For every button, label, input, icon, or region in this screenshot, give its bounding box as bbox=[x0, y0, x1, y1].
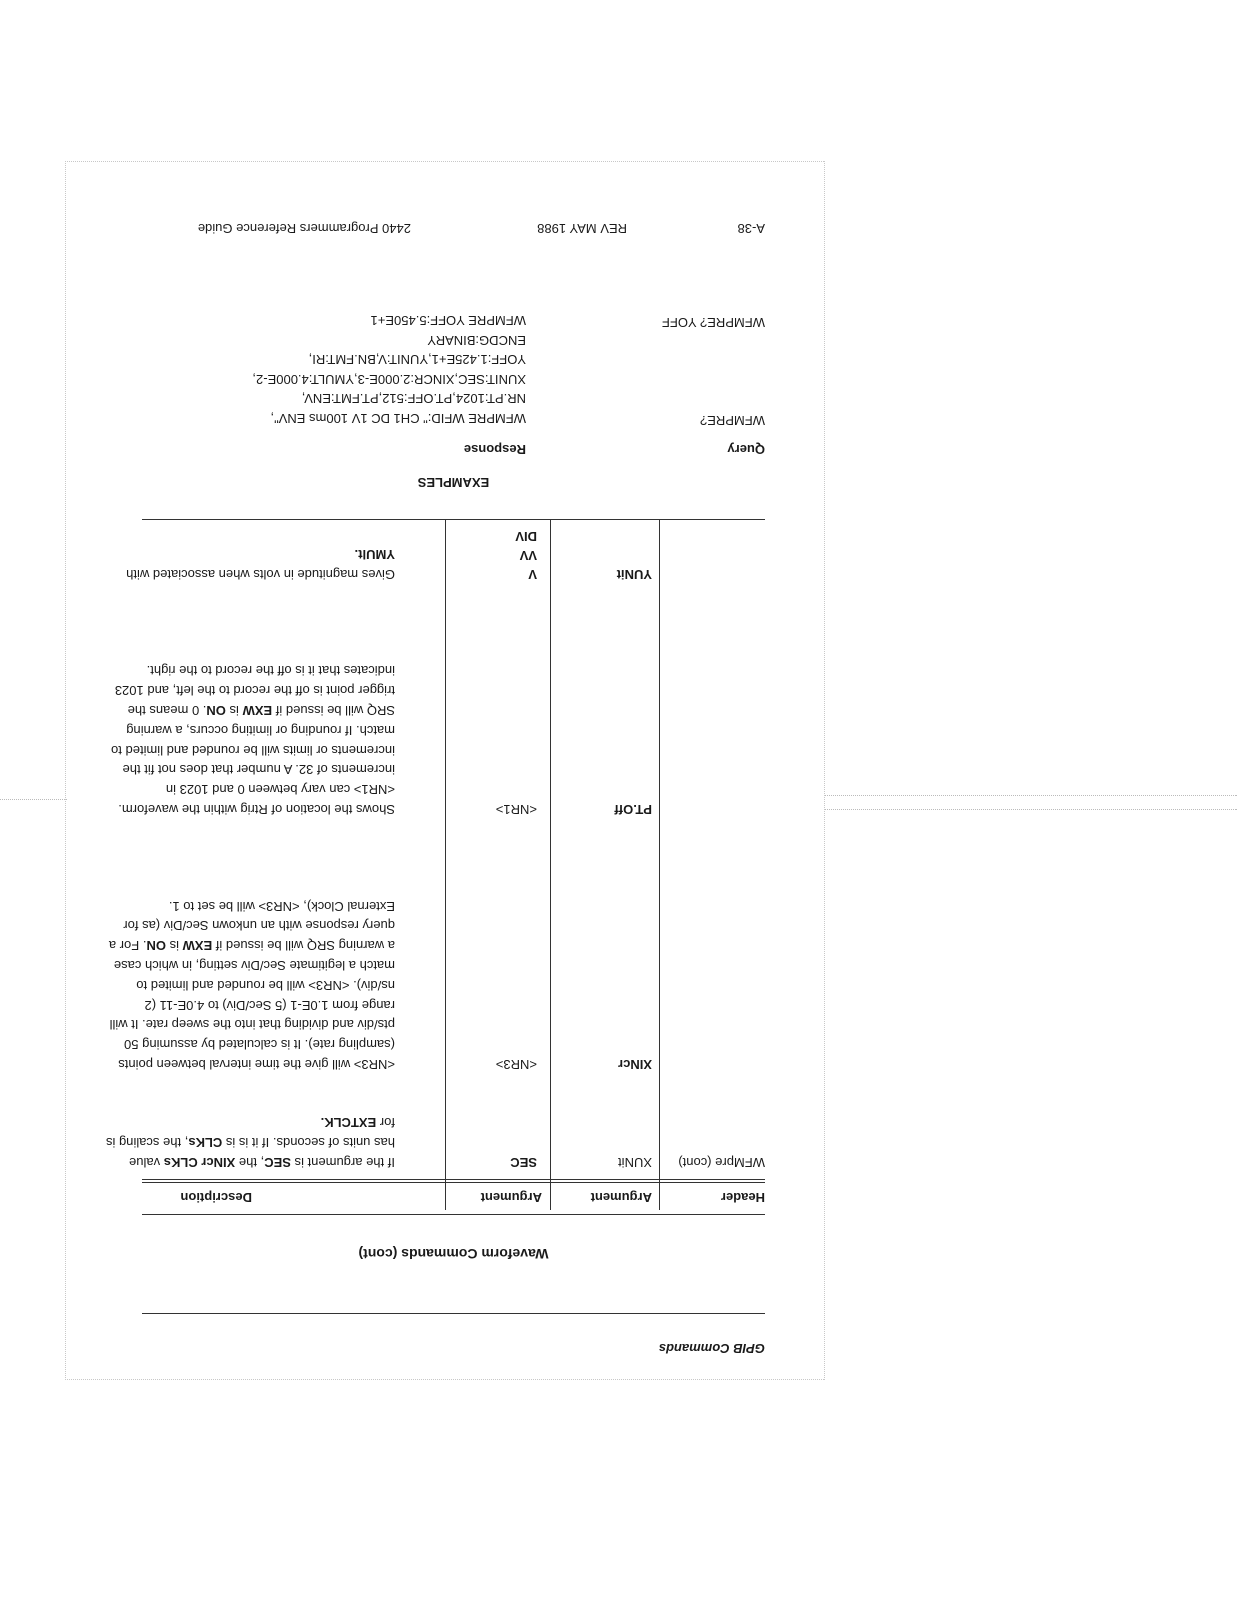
description-keyword: XINcr bbox=[201, 1155, 236, 1170]
column-divider bbox=[659, 520, 660, 1210]
footer-guide-title: 2440 Programmers Reference Guide bbox=[197, 221, 411, 236]
header-bottom-rule-double bbox=[142, 1179, 765, 1180]
description-keyword: SEC bbox=[264, 1155, 291, 1170]
description-text: Gives magnitude in volts when associated with bbox=[126, 567, 395, 582]
example-response bbox=[371, 310, 526, 330]
header-cell: WFMpre (cont) bbox=[678, 1155, 765, 1170]
scan-mark bbox=[825, 809, 1237, 810]
footer-revision-date: REV MAY 1988 bbox=[537, 221, 627, 236]
description-keyword: CLKs bbox=[188, 1135, 223, 1151]
description-keyword: ON bbox=[206, 703, 226, 719]
description-keyword: CLKs bbox=[163, 1155, 198, 1170]
description-text: <NR3> will give the time interval between points (sampling rate). It is calculated by assuming 50 pts/div and dividing that into the sweep rate. It will range from 1.0E-1 (5 Sec/Div) to 4.0E-11 (2 ns/div). <NR3> will be rounded and limited to match a legitimate Sec/Div setting, in which case a warning SRQ will be issued if bbox=[109, 938, 395, 1072]
description-keyword: ON bbox=[146, 938, 166, 954]
examples-title: EXAMPLES bbox=[417, 475, 490, 490]
argument-value-cell: SEC bbox=[510, 1155, 537, 1170]
scan-mark bbox=[825, 795, 1237, 796]
response-line: NR.PT:1024,PT.OFF:512,PT.FMT:ENV, bbox=[301, 391, 526, 407]
column-header-description: Description bbox=[180, 1190, 252, 1205]
description-text: is bbox=[165, 938, 183, 954]
example-query: WFMPRE? YOFF bbox=[661, 315, 765, 330]
argument-cell: YUNit bbox=[616, 567, 652, 582]
example-query: WFMPRE? bbox=[700, 413, 765, 428]
argument-value-cell: V bbox=[528, 567, 537, 582]
argument-value-cell: <NR3> bbox=[495, 1057, 537, 1072]
description-text: . For a query response with an unkown Sec/Div (as for External Clock), <NR3> will be set to 1. bbox=[108, 898, 395, 954]
description-keyword: EXTCLK. bbox=[320, 1115, 377, 1131]
response-line: XUNIT:SEC,XINCR:2.000E-3,YMULT:4.000E-2, bbox=[252, 371, 526, 387]
description-cell bbox=[105, 1113, 395, 1172]
column-header-argument: Argument bbox=[590, 1190, 652, 1205]
argument-value-cell: DIV bbox=[515, 529, 537, 544]
argument-value-cell: <NR1> bbox=[495, 802, 537, 817]
query-column-label: Query bbox=[727, 442, 765, 457]
argument-cell: XINcr bbox=[618, 1057, 652, 1072]
description-text bbox=[198, 1155, 202, 1170]
scan-mark bbox=[0, 799, 67, 800]
header-rule bbox=[142, 1313, 765, 1314]
description-keyword: YMUlt. bbox=[354, 547, 395, 563]
table-title: Waveform Commands (cont) bbox=[358, 1246, 549, 1262]
table-top-rule bbox=[142, 1214, 765, 1215]
description-text: . 0 means the trigger point is off the record to the left, and 1023 indicates that it is off the record to the right. bbox=[114, 663, 395, 719]
description-text: , the bbox=[235, 1155, 265, 1170]
argument-cell: PT.Off bbox=[614, 802, 652, 817]
example-response bbox=[252, 330, 526, 428]
description-text: If the argument is bbox=[290, 1155, 395, 1170]
description-cell bbox=[105, 896, 395, 1074]
description-keyword: EXW bbox=[182, 938, 213, 954]
column-divider bbox=[445, 520, 446, 1210]
argument-value-cell: VV bbox=[519, 548, 537, 563]
response-line: WFMPRE YOFF:5.450E+1 bbox=[370, 313, 526, 328]
description-text: value has units of seconds. If it is is bbox=[129, 1135, 395, 1170]
argument-cell: XUNit bbox=[618, 1155, 652, 1170]
response-line: ENCDG:BINARY bbox=[427, 332, 526, 348]
section-header: GPIB Commands bbox=[658, 1341, 765, 1356]
description-text: is bbox=[225, 703, 243, 719]
description-cell bbox=[105, 544, 395, 584]
header-bottom-rule bbox=[142, 1182, 765, 1183]
response-line: YOFF:1.425E+1,YUNIT:V,BN.FMT:RI, bbox=[308, 352, 526, 368]
response-column-label: Response bbox=[463, 442, 526, 457]
footer-page-number: A-38 bbox=[737, 221, 765, 236]
response-line: WFMPRE WFID:" CH1 DC 1V 100ms ENV", bbox=[270, 411, 526, 426]
description-cell bbox=[105, 661, 395, 819]
column-divider bbox=[550, 520, 551, 1210]
description-keyword: EXW bbox=[242, 703, 273, 719]
table-bottom-rule bbox=[142, 519, 765, 520]
description-text: , the scaling is for bbox=[105, 1115, 395, 1151]
description-text: Shows the location of Rtrig within the waveform. <NR1> can vary between 0 and 1023 in increments of 32. A number that does not fit the increments or limits will be rounded and limited to match. If rounding or limiting occurs, a warning SRQ will be issued if bbox=[111, 703, 395, 817]
column-header-argument-value: Argument bbox=[480, 1190, 542, 1205]
column-header-header: Header bbox=[720, 1190, 765, 1205]
